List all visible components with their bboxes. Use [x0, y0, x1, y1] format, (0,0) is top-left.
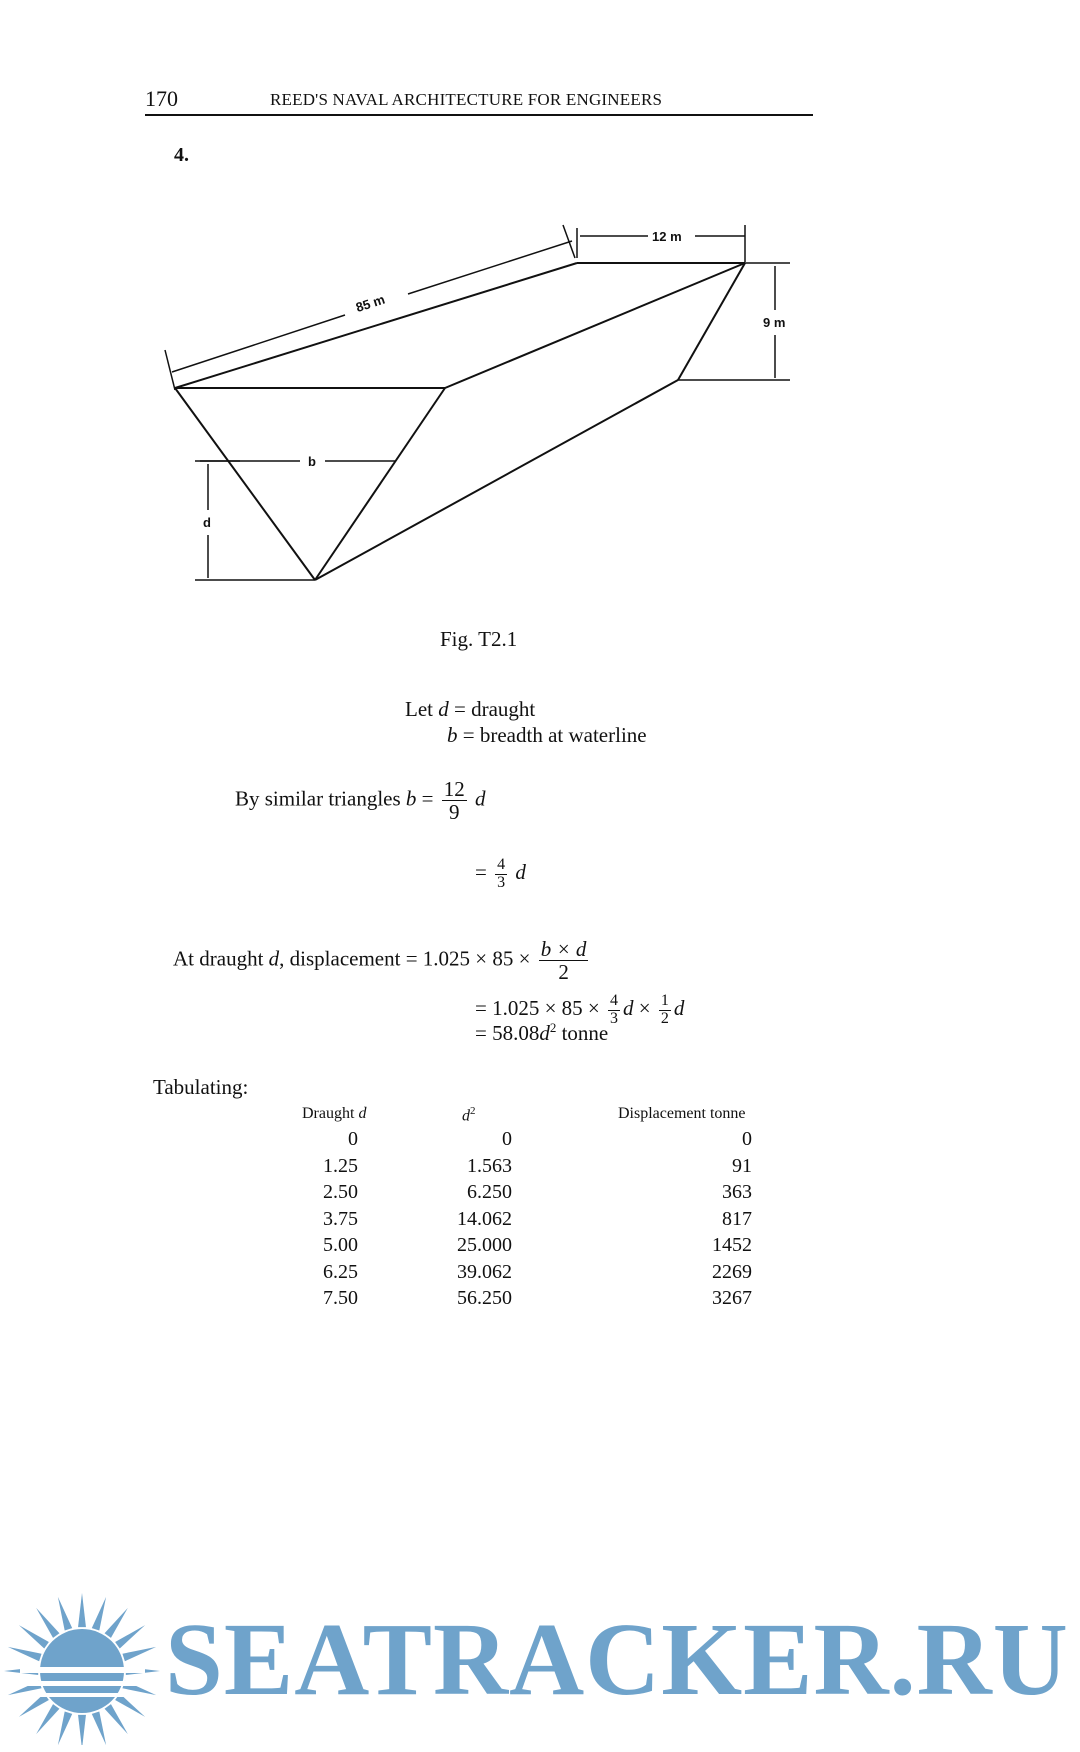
- hull-edge: [445, 263, 745, 388]
- hull-edge: [175, 263, 577, 388]
- label-d: d: [203, 515, 211, 530]
- sun-logo-icon: [0, 1585, 165, 1745]
- hull-edge: [315, 380, 678, 580]
- table-cell: 0: [348, 1128, 358, 1150]
- table-cell: 1.25: [323, 1154, 358, 1177]
- sun-ray: [19, 1625, 49, 1648]
- label-length: 85 m: [353, 291, 387, 316]
- sun-ray: [92, 1711, 106, 1745]
- sun-ray: [105, 1704, 128, 1734]
- similar-triangles-equation: By similar triangles b = $\frac{12}{9}$ d: [235, 777, 486, 825]
- hull-figure: [150, 215, 810, 610]
- sun-ray: [58, 1597, 72, 1631]
- hull-edge: [175, 388, 315, 580]
- sun-ray: [36, 1608, 59, 1638]
- table-cell: 2.50: [323, 1181, 358, 1203]
- displacement-equation-3: = $58.08d^2$ tonne: [475, 1020, 609, 1045]
- table-cell: 3.75: [323, 1207, 358, 1230]
- definition-d: Let d = draught: [405, 697, 536, 721]
- page-number: 170: [145, 86, 178, 111]
- running-title: REED'S NAVAL ARCHITECTURE FOR ENGINEERS: [270, 90, 663, 109]
- header-rule: [145, 114, 813, 116]
- table-cell: 39.062: [457, 1260, 512, 1283]
- label-b: b: [308, 454, 316, 469]
- dim-line-length: [408, 241, 572, 294]
- table-cell: 25.000: [457, 1234, 512, 1256]
- table-cell: 817: [722, 1207, 752, 1230]
- table-cell: 1452: [712, 1234, 752, 1256]
- sun-ray: [115, 1625, 145, 1648]
- sun-ray: [19, 1694, 49, 1717]
- similar-triangles-result: = $\frac{4}{3}$ d: [475, 856, 526, 891]
- sun-ray: [78, 1715, 86, 1745]
- question-number: 4.: [174, 144, 189, 166]
- sun-ray: [78, 1593, 86, 1627]
- hull-edge: [678, 263, 745, 380]
- hull-edge: [315, 388, 445, 580]
- sun-ray: [36, 1704, 59, 1734]
- displacement-equation-2: = 1.025 × 85 × $\frac{4}{3}$ d × $\frac{1}{2}$ d: [475, 992, 685, 1027]
- table-cell: 6.250: [467, 1181, 512, 1203]
- table-cell: 6.25: [323, 1260, 358, 1283]
- table-intro: Tabulating:: [153, 1075, 249, 1099]
- table-cell: 14.062: [457, 1207, 512, 1230]
- table-cell: 0: [742, 1128, 752, 1150]
- sun-ray: [8, 1647, 42, 1661]
- figure-caption: Fig. T2.1: [440, 627, 518, 651]
- column-header-displacement: Displacement tonne: [618, 1105, 746, 1122]
- column-header-draught: Draught d: [302, 1105, 367, 1122]
- sun-ray: [115, 1694, 145, 1717]
- table-cell: 91: [732, 1154, 752, 1177]
- table-cell: 1.563: [467, 1154, 512, 1177]
- sun-ray: [105, 1608, 128, 1638]
- watermark-text: SEATRACKER.RU: [165, 1602, 1069, 1717]
- table-cell: 0: [502, 1128, 512, 1150]
- table-cell: 56.250: [457, 1287, 512, 1309]
- label-breadth: 12 m: [652, 229, 682, 244]
- sun-ray: [58, 1711, 72, 1745]
- sun-ray: [92, 1597, 106, 1631]
- displacement-equation-1: At draught d, displacement = 1.025 × 85 × $\frac{b \times d}{2}$: [173, 937, 587, 985]
- label-depth: 9 m: [763, 315, 786, 330]
- table-cell: 7.50: [323, 1287, 358, 1309]
- definition-b: b = breadth at waterline: [447, 723, 647, 747]
- table-cell: 5.00: [323, 1234, 358, 1256]
- sun-ray: [122, 1647, 156, 1661]
- table-cell: 3267: [712, 1287, 752, 1309]
- column-header-d-squared: $d^2$: [462, 1105, 476, 1125]
- table-cell: 363: [722, 1181, 752, 1203]
- table-cell: 2269: [712, 1260, 752, 1283]
